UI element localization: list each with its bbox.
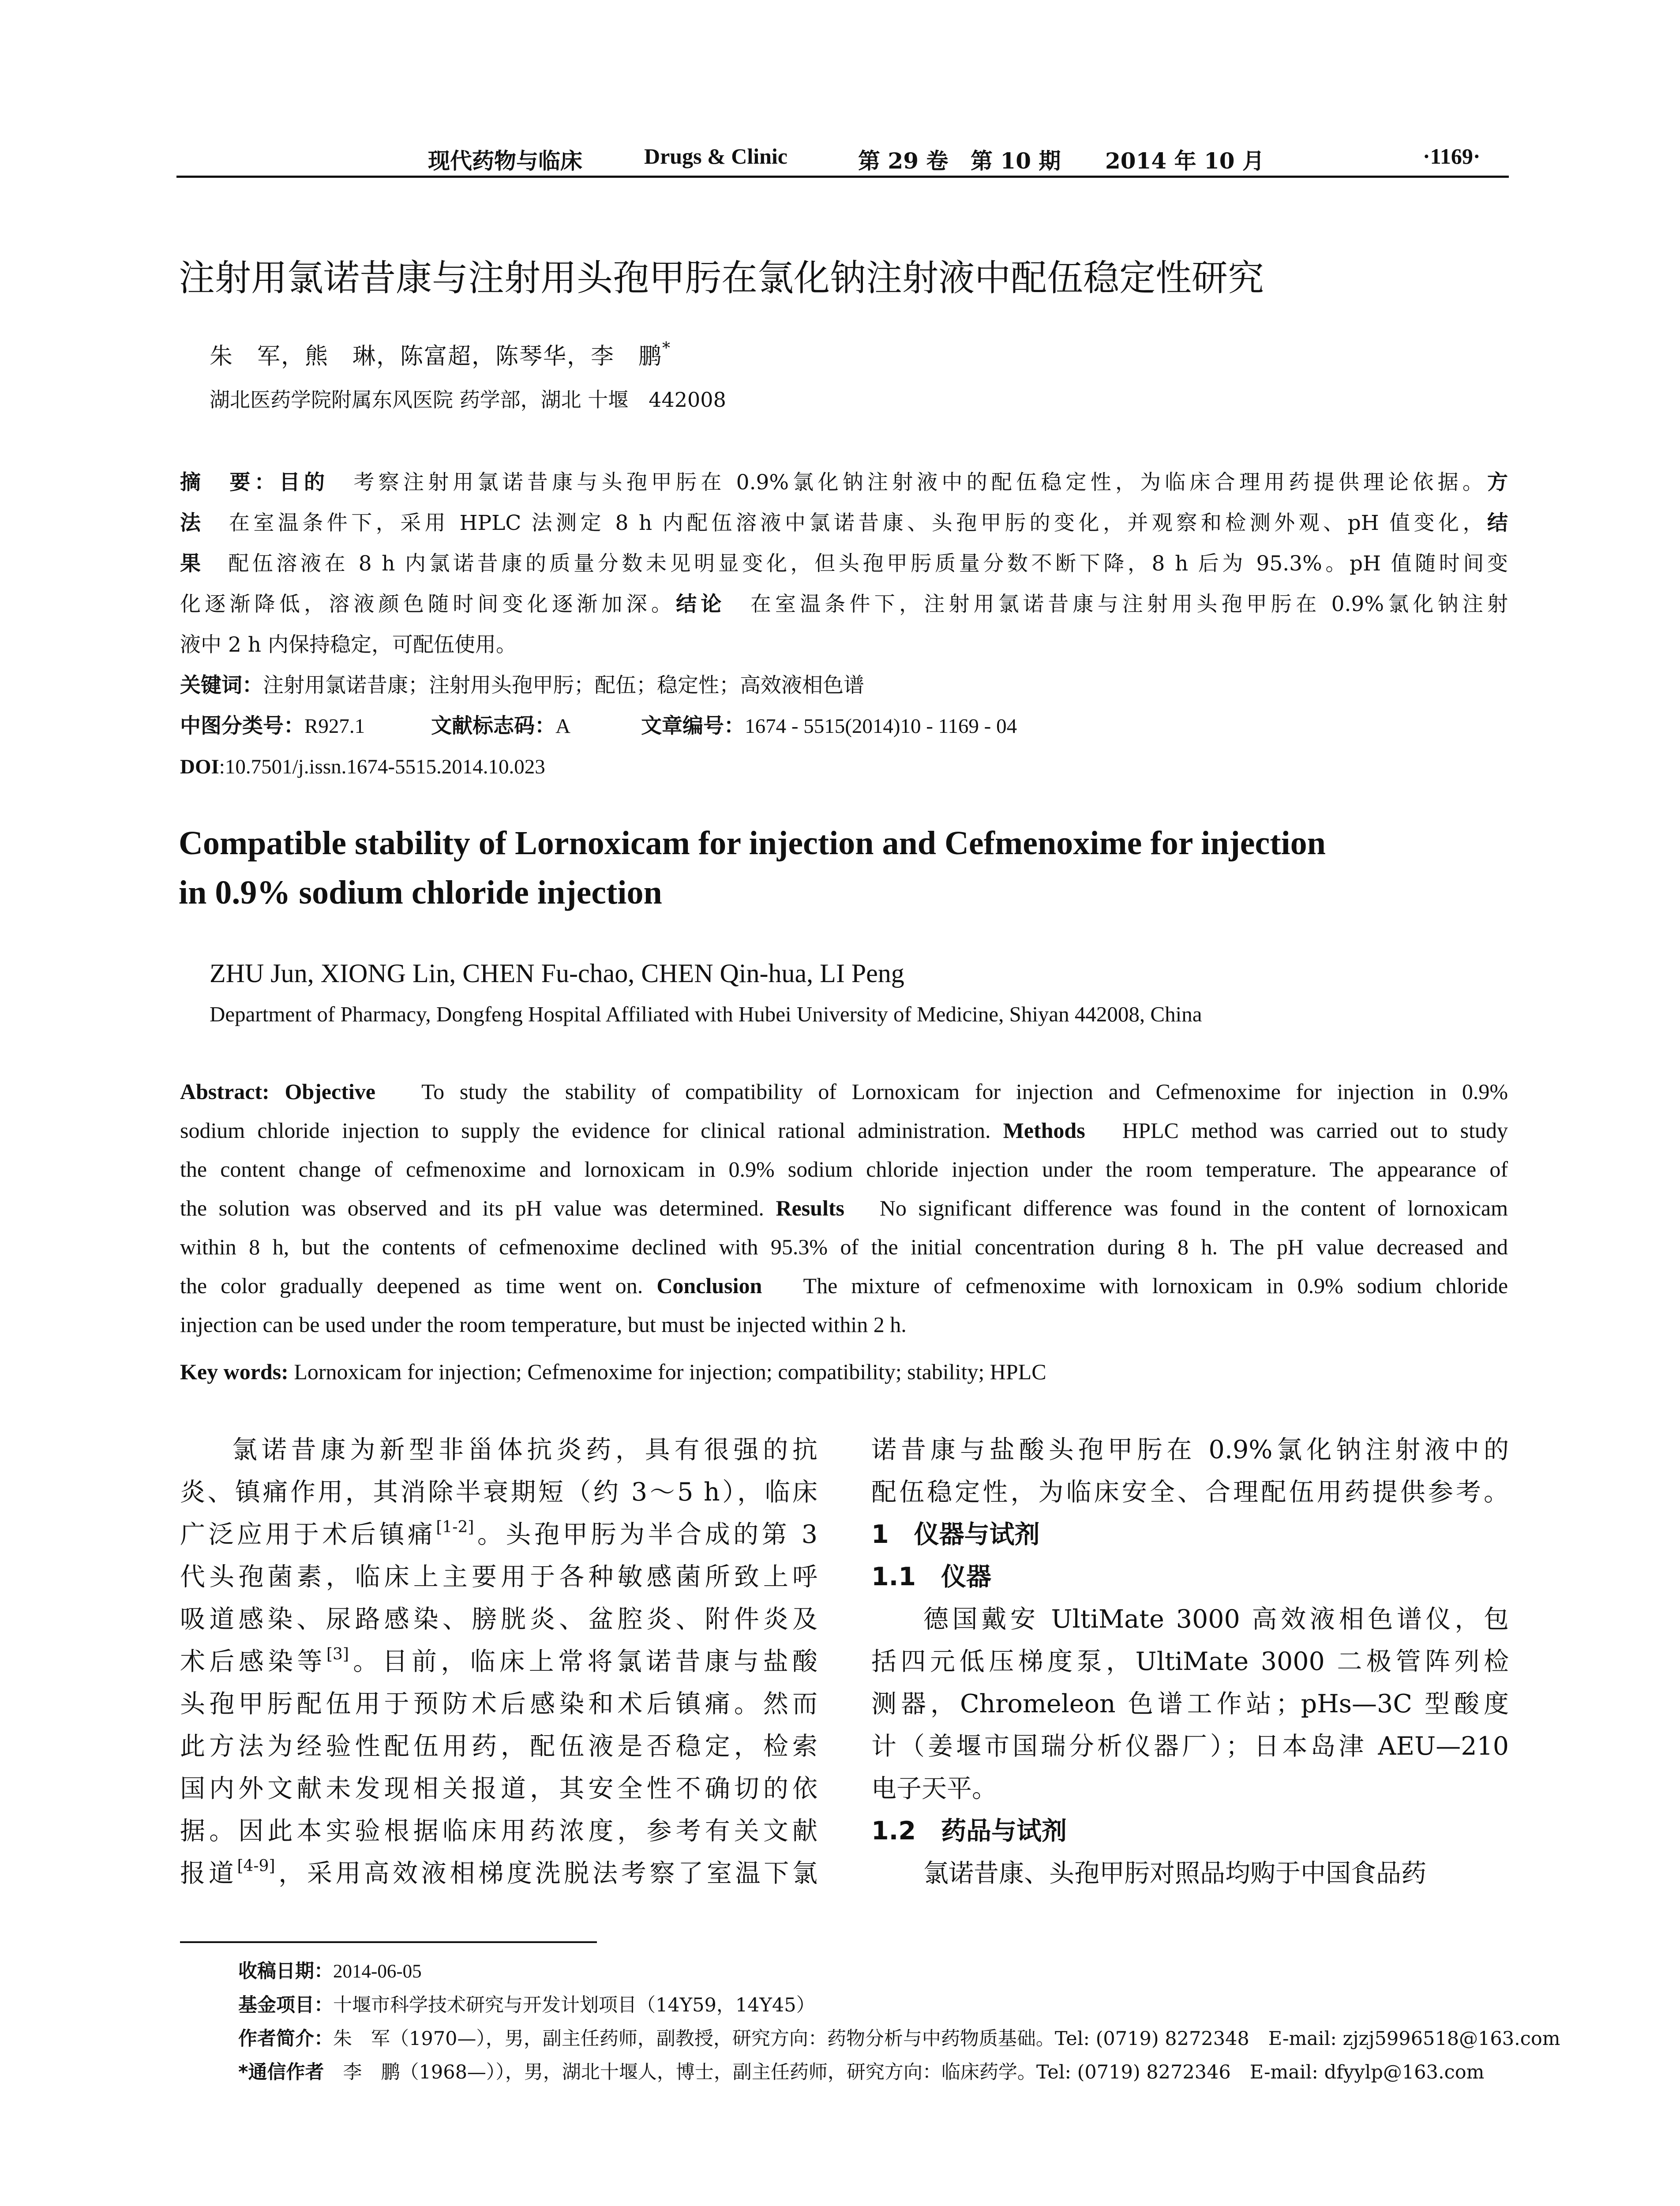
running-header [176,143,1509,174]
body-line: 氯诺昔康为新型非甾体抗炎药，具有很强的抗 [232,1435,818,1464]
body-line: 头孢甲肟配伍用于预防术后感染和术后镇痛。然而 [180,1689,818,1718]
body-line: 炎、镇痛作用，其消除半衰期短（约 3～5 h），临床 [180,1478,818,1507]
body-line: 配伍稳定性，为临床安全、合理配伍用药提供参考。 [871,1478,1509,1507]
footnote-rule [180,1941,597,1943]
body-line: 电子天平。 [871,1774,997,1803]
keywords-en: Key words: Lornoxicam for injection; Cefmenoxime for injection; compatibility; stability; HPLC [180,1359,1046,1384]
authors-cn [210,338,671,371]
received-date: 收稿日期：2014-06-05 [238,1960,422,1982]
abstract-en-line-5: within 8 h, but the contents of cefmenoxime declined with 95.3% of the initial concentration during 8 h. The pH value decreased and [180,1234,1508,1259]
body-line: 国内外文献未发现相关报道，其安全性不确切的依 [180,1774,818,1803]
abstract-en-line-6: the color gradually deepened as time went on. Conclusion The mixture of cefmenoxime with lornoxicam in 0.9% sodium chloride [180,1273,1508,1298]
body-line: 计（姜堰市国瑞分析仪器厂）；日本岛津 AEU—210 [871,1732,1509,1761]
subsection-heading: 1.2 药品与试剂 [871,1816,1067,1846]
body-line: 吸道感染、尿路感染、膀胱炎、盆腔炎、附件炎及 [180,1605,818,1634]
authors-cn-names: 朱 军，熊 琳，陈富超，陈琴华，李 鹏 [210,343,663,370]
abstract-en-line-4: the solution was observed and its pH value was determined. Results No significant difference was found in the content of lornoxicam [180,1196,1508,1220]
volume: 第 29 卷 [858,148,949,174]
abstract-cn-line-3: 果 配伍溶液在 8 h 内氯诺昔康的质量分数未见明显变化，但头孢甲肟质量分数不断下降，8 h 后为 95.3%。pH 值随时间变 [180,552,1508,576]
header-rule [176,176,1509,178]
abstract-cn-line-2: 法 在室温条件下，采用 HPLC 法测定 8 h 内配伍溶液中氯诺昔康、头孢甲肟的变化，并观察和检测外观、pH 值变化，结 [180,511,1508,535]
abstract-cn-line-1: 摘 要：目的 考察注射用氯诺昔康与头孢甲肟在 0.9%氯化钠注射液中的配伍稳定性，为临床合理用药提供理论依据。方 [180,470,1508,495]
body-line: 术后感染等[3]。目前，临床上常将氯诺昔康与盐酸 [180,1645,818,1676]
issue-date: 2014 年 10 月 [1105,148,1264,174]
authors-en: ZHU Jun, XIONG Lin, CHEN Fu-chao, CHEN Qin-hua, LI Peng [210,959,904,988]
corresponding-mark: * [662,339,671,357]
journal-name-cn: 现代药物与临床 [428,148,582,174]
body-line: 氯诺昔康、头孢甲肟对照品均购于中国食品药 [923,1859,1426,1888]
body-column-right [871,1429,1509,1895]
title-cn: 注射用氯诺昔康与注射用头孢甲肟在氯化钠注射液中配伍稳定性研究 [179,257,1264,299]
affiliation-en: Department of Pharmacy, Dongfeng Hospital Affiliated with Hubei University of Medicine, Shiyan 442008, China [210,1002,1202,1026]
abstract-cn-line-4: 化逐渐降低，溶液颜色随时间变化逐渐加深。结论 在室温条件下，注射用氯诺昔康与注射用头孢甲肟在 0.9%氯化钠注射 [180,592,1508,616]
body-column-left [180,1429,818,1895]
body-line: 诺昔康与盐酸头孢甲肟在 0.9%氯化钠注射液中的 [871,1435,1509,1464]
body-line: 据。因此本实验根据临床用药浓度，参考有关文献 [180,1816,818,1846]
page-number: ·1169· [1423,144,1481,169]
subsection-heading: 1.1 仪器 [871,1562,991,1591]
section-heading: 1 仪器与试剂 [871,1520,1040,1549]
fund-note: 基金项目：十堰市科学技术研究与开发计划项目（14Y59，14Y45） [238,1994,815,2016]
body-line: 代头孢菌素，临床上主要用于各种敏感菌所致上呼 [180,1562,818,1591]
body-line: 括四元低压梯度泵，UltiMate 3000 二极管阵列检 [871,1647,1509,1676]
abstract-en [180,1072,1508,1344]
abstract-en-line-1: Abstract: Objective To study the stability of compatibility of Lornoxicam for injection and Cefmenoxime for injection in 0.9% [180,1079,1508,1104]
body-line: 德国戴安 UltiMate 3000 高效液相色谱仪，包 [923,1605,1509,1634]
abstract-en-line-3: the content change of cefmenoxime and lornoxicam in 0.9% sodium chloride injection under the room temperature. The appearance of [180,1157,1508,1182]
body-line: 报道[4-9]，采用高效液相梯度洗脱法考察了室温下氯 [180,1857,818,1888]
body-line: 广泛应用于术后镇痛[1-2]。头孢甲肟为半合成的第 3 [180,1518,818,1549]
doi-line: DOI:10.7501/j.issn.1674-5515.2014.10.023 [180,755,545,778]
abstract-en-line-7: injection can be used under the room temperature, but must be injected within 2 h. [180,1312,907,1337]
affiliation-cn: 湖北医药学院附属东风医院 药学部，湖北 十堰 442008 [210,388,726,412]
classification-line: 中图分类号：R927.1 文献标志码：A 文章编号：1674 - 5515(2014)10 - 1169 - 04 [180,714,1017,738]
author-bio: 作者简介：朱 军（1970—），男，副主任药师，副教授，研究方向：药物分析与中药物质基础。Tel: (0719) 8272348 E-mail: zjzj5996518@163.com [238,2028,1560,2050]
keywords-cn: 关键词：注射用氯诺昔康；注射用头孢甲肟；配伍；稳定性；高效液相色谱 [180,673,864,698]
corresponding-author: *通信作者 李 鹏（1968—）），男，湖北十堰人，博士，副主任药师，研究方向：临床药学。Tel: (0719) 8272346 E-mail: dfyylp@163.com [238,2061,1485,2083]
abstract-cn [180,462,1508,787]
body-line: 此方法为经验性配伍用药，配伍液是否稳定，检索 [180,1732,818,1761]
abstract-en-line-2: sodium chloride injection to supply the evidence for clinical rational administration. Methods HPLC method was carried out to study [180,1118,1508,1143]
citation-ref: [4-9] [237,1857,275,1875]
issue: 第 10 期 [971,148,1061,174]
abstract-cn-line-5: 液中 2 h 内保持稳定，可配伍使用。 [180,633,517,657]
journal-name-en: Drugs & Clinic [644,144,788,169]
footnotes [238,1955,1560,2089]
citation-ref: [1-2] [436,1518,474,1536]
body-line: 测器，Chromeleon 色谱工作站；pHs—3C 型酸度 [871,1689,1509,1718]
title-en: Compatible stability of Lornoxicam for injection and Cefmenoxime for injection in 0.9% sodium chloride injection [179,825,1326,911]
citation-ref: [3] [326,1645,349,1663]
